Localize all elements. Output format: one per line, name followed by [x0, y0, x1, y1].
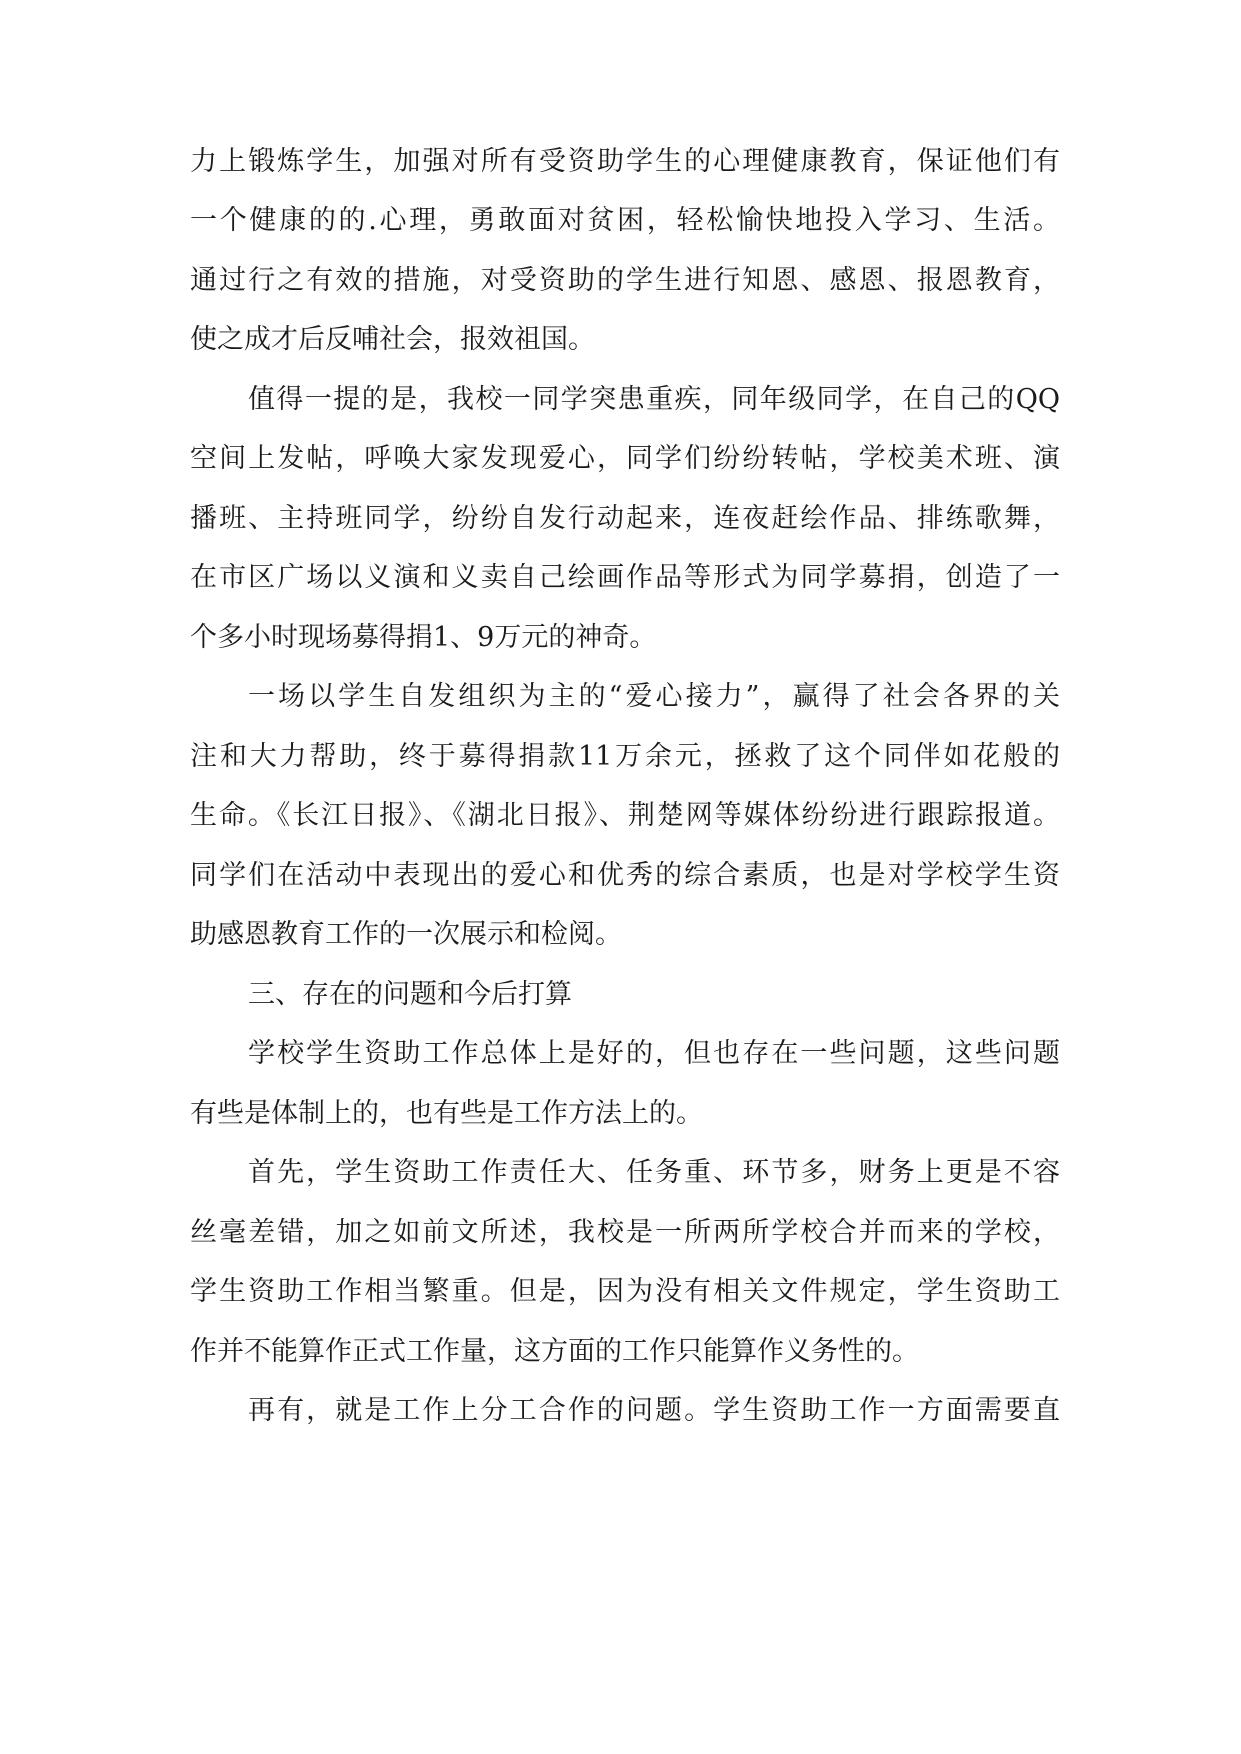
text-line: 作并不能算作正式工作量，这方面的工作只能算作义务性的。 — [190, 1336, 919, 1367]
text-line: 助感恩教育工作的一次展示和检阅。 — [190, 919, 622, 950]
text-line: 一个健康的的.心理，勇敢面对贫困，轻松愉快地投入学习、生活。 — [190, 205, 1060, 236]
text-line: 使之成才后反哺社会，报效祖国。 — [190, 324, 595, 355]
text-line: 学生资助工作相当繁重。但是，因为没有相关文件规定，学生资助工 — [190, 1276, 1060, 1307]
text-line: 注和大力帮助，终于募得捐款11万余元，拯救了这个同伴如花般的 — [190, 741, 1060, 772]
text-line: 首先，学生资助工作责任大、任务重、环节多，财务上更是不容 — [248, 1157, 1060, 1188]
text-line: 学校学生资助工作总体上是好的，但也存在一些问题，这些问题 — [248, 1038, 1060, 1069]
text-line: 个多小时现场募得捐1、9万元的神奇。 — [190, 622, 657, 653]
text-line: 在市区广场以义演和义卖自己绘画作品等形式为同学募捐，创造了一 — [190, 562, 1060, 593]
text-line: 值得一提的是，我校一同学突患重疾，同年级同学，在自己的QQ — [248, 384, 1060, 415]
text-line: 空间上发帖，呼唤大家发现爱心，同学们纷纷转帖，学校美术班、演 — [190, 443, 1060, 474]
text-line: 通过行之有效的措施，对受资助的学生进行知恩、感恩、报恩教育， — [190, 265, 1060, 296]
section-heading: 三、存在的问题和今后打算 — [248, 979, 572, 1010]
text-line: 同学们在活动中表现出的爱心和优秀的综合素质，也是对学校学生资 — [190, 860, 1060, 891]
text-line: 生命。《长江日报》、《湖北日报》、荆楚网等媒体纷纷进行跟踪报道。 — [190, 800, 1060, 831]
text-line: 力上锻炼学生，加强对所有受资助学生的心理健康教育，保证他们有 — [190, 146, 1060, 177]
text-line: 丝毫差错，加之如前文所述，我校是一所两所学校合并而来的学校， — [190, 1217, 1060, 1248]
text-line: 再有，就是工作上分工合作的问题。学生资助工作一方面需要直 — [248, 1395, 1060, 1426]
text-line: 有些是体制上的，也有些是工作方法上的。 — [190, 1098, 703, 1129]
text-line: 一场以学生自发组织为主的“爱心接力”，赢得了社会各界的关 — [248, 681, 1060, 712]
text-line: 播班、主持班同学，纷纷自发行动起来，连夜赶绘作品、排练歌舞， — [190, 503, 1060, 534]
